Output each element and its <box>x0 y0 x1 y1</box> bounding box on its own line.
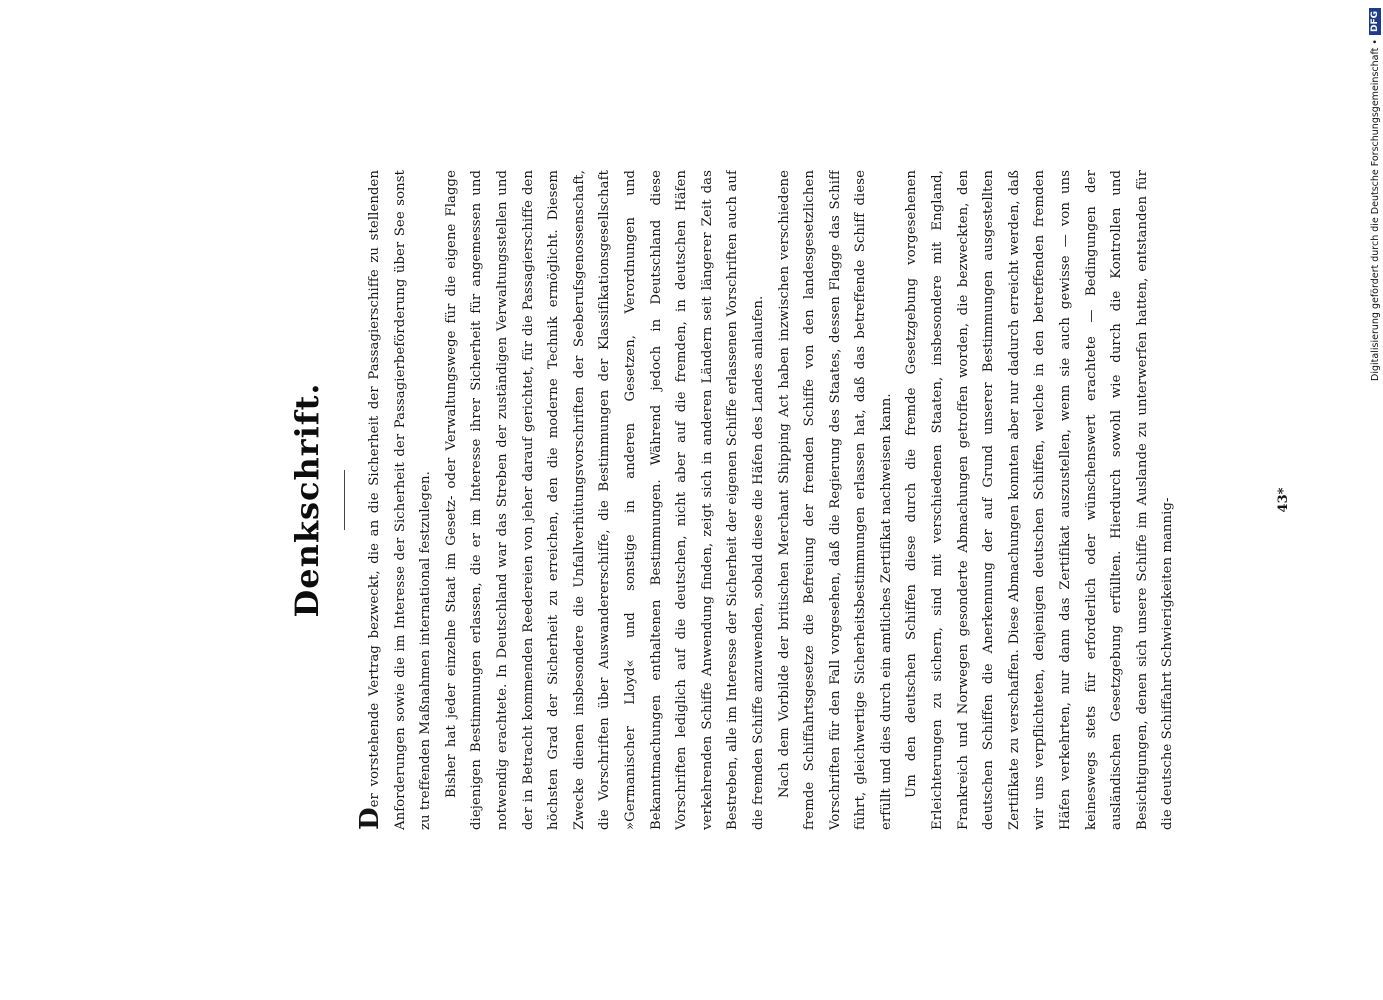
scanned-page <box>270 170 1310 830</box>
paragraph-2: Bisher hat jeder einzelne Staat im Gesetz- oder Verwaltungswege für die eigene Flagge diejenigen Bestimmungen erlassen, die er im Interesse ihrer Sicherheit für angemessen und notwendig erachtete. In Deutschland war das Streben der zuständigen Verwaltungsstellen und der in Betracht kommenden Reedereien von jeher darauf gerichtet, für die Passagierschiffe den höchsten Grad der Sicherheit zu erreichen, den die moderne Technik ermöglicht. Diesem Zwecke dienen insbesondere die Unfallverhütungsvorschriften der Seeberufsgenossenschaft, die Vorschriften über Auswandererschiffe, die Bestimmungen der Klassifikationsgesellschaft »Germanischer Lloyd« und sonstige in anderen Gesetzen, Verordnungen und Bekanntmachungen enthaltenen Bestimmungen. Während jedoch in Deutschland diese Vorschriften lediglich auf die deutschen, nicht aber auf die fremden, in deutschen Häfen verkehrenden Schiffe Anwendung finden, zeigt sich in anderen Ländern seit längerer Zeit das Bestreben, alle im Interesse der Sicherheit der eigenen Schiffe erlassenen Vorschriften auch auf die fremden Schiffe anzuwenden, sobald diese die Häfen des Landes anlaufen. <box>443 170 766 830</box>
page-title: Denkschrift. <box>288 382 326 618</box>
paragraph-1 <box>355 170 439 830</box>
title-divider <box>344 470 345 530</box>
paragraph-3: Nach dem Vorbilde der britischen Merchant Shipping Act haben inzwischen verschiedene fremde Schiffahrtsgesetze die Befreiung der fremden Schiffe von den landesgesetzlichen Vorschriften für den Fall vorgesehen, daß die Regierung des Staates, dessen Flagge das Schiff führt, gleichwertige Sicherheitsbestimmungen erlassen hat, daß das betreffende Schiff diese erfüllt und dies durch ein amtliches Zertifikat nachweisen kann. <box>776 170 894 830</box>
digitization-credit <box>1367 8 1383 398</box>
paragraph-4: Um den deutschen Schiffen diese durch die fremde Gesetzgebung vorgesehenen Erleichterungen zu sichern, sind mit verschiedenen Staaten, insbesondere mit England, Frankreich und Norwegen gesonderte Abmachungen getroffen worden, die bezweckten, den deutschen Schiffen die Anerkennung der auf Grund unserer Bestimmungen ausgestellten Zertifikate zu verschaffen. Diese Abmachungen konnten aber nur dadurch erreicht werden, daß wir uns verpflichteten, denjenigen deutschen Schiffen, welche in den betreffenden fremden Häfen verkehrten, nur dann das Zertifikat auszustellen, wenn sie auch gewisse — von uns keineswegs stets für erforderlich oder wünschenswert erachtete — Bedingungen der ausländischen Gesetzgebung erfüllten. Hierdurch sowohl wie durch die Kontrollen und Besichtigungen, denen sich unsere Schiffe im Auslande zu unterwerfen hatten, entstanden für die deutsche Schiffahrt Schwierigkeiten mannig- <box>904 170 1176 830</box>
credit-line <box>1367 8 1383 398</box>
dfg-logo: DFG <box>1369 8 1381 35</box>
page-number: 43* <box>1276 487 1291 513</box>
drop-cap: D <box>355 807 385 830</box>
paragraph-1-text: er vorstehende Vertrag bezweckt, die an die Sicherheit der Passagierschiffe zu stellenden Anforderungen sowie die im Interesse der Sicherheit der Passagierbeförderung über See sonst zu treffenden Maßnahmen international festzulegen. <box>367 170 434 830</box>
body-text <box>355 170 1181 830</box>
credit-text: Digitalisierung gefördert durch die Deutsche Forschungsgemeinschaft • <box>1369 39 1381 381</box>
page-content-rotated <box>270 170 1310 830</box>
